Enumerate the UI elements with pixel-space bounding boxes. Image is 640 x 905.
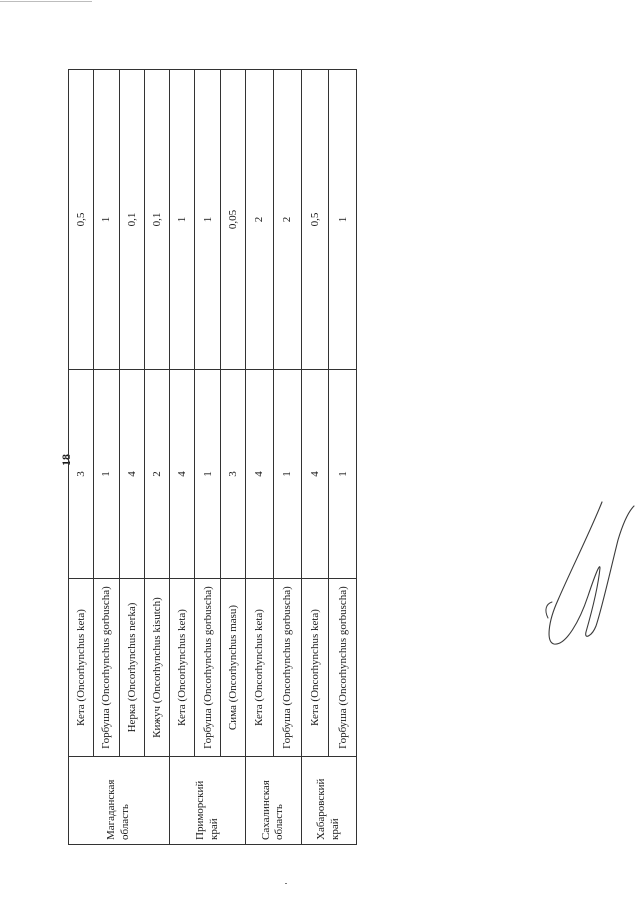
- scan-edge-line: [0, 1, 92, 2]
- rotated-table-container: [68, 70, 357, 845]
- table-row: [170, 70, 195, 845]
- value-b-cell: 1: [94, 70, 119, 370]
- table-row: [273, 70, 301, 845]
- species-cell: Нерка (Oncorhynchus nerka): [119, 579, 144, 757]
- species-cell: Кижуч (Oncorhynchus kisutch): [144, 579, 169, 757]
- value-b-cell: 0,1: [119, 70, 144, 370]
- value-a-cell: 4: [246, 370, 274, 579]
- value-b-cell: 0,5: [69, 70, 94, 370]
- table-row: [301, 70, 329, 845]
- table-row: [329, 70, 357, 845]
- table-row: [220, 70, 245, 845]
- value-a-cell: 4: [301, 370, 329, 579]
- species-cell: Горбуша (Oncorhynchus gorbuscha): [195, 579, 220, 757]
- value-a-cell: 4: [170, 370, 195, 579]
- value-b-cell: 1: [195, 70, 220, 370]
- value-a-cell: 1: [273, 370, 301, 579]
- region-cell: Приморский край: [170, 757, 246, 845]
- page-number: 18: [59, 454, 73, 466]
- value-a-cell: 1: [329, 370, 357, 579]
- handwritten-signature: [540, 492, 640, 657]
- value-b-cell: 0,1: [144, 70, 169, 370]
- table-row: [195, 70, 220, 845]
- species-cell: Горбуша (Oncorhynchus gorbuscha): [273, 579, 301, 757]
- species-cell: Горбуша (Oncorhynchus gorbuscha): [94, 579, 119, 757]
- table-row: [94, 70, 119, 845]
- table-row: [69, 70, 94, 845]
- scan-speck: [285, 883, 287, 884]
- value-a-cell: 2: [144, 370, 169, 579]
- value-b-cell: 1: [170, 70, 195, 370]
- species-cell: Кета (Oncorhynchus keta): [246, 579, 274, 757]
- value-b-cell: 1: [329, 70, 357, 370]
- value-b-cell: 0,5: [301, 70, 329, 370]
- species-cell: Кета (Oncorhynchus keta): [69, 579, 94, 757]
- value-b-cell: 2: [273, 70, 301, 370]
- table-row: [144, 70, 169, 845]
- value-a-cell: 4: [119, 370, 144, 579]
- species-cell: Сима (Oncorhynchus masu): [220, 579, 245, 757]
- species-cell: Кета (Oncorhynchus keta): [170, 579, 195, 757]
- fish-quota-table: [68, 69, 357, 845]
- species-cell: Горбуша (Oncorhynchus gorbuscha): [329, 579, 357, 757]
- value-a-cell: 3: [69, 370, 94, 579]
- region-cell: Сахалинская область: [246, 757, 301, 845]
- value-b-cell: 2: [246, 70, 274, 370]
- species-cell: Кета (Oncorhynchus keta): [301, 579, 329, 757]
- region-cell: Хабаровский край: [301, 757, 356, 845]
- table-body: [69, 70, 357, 845]
- region-cell: Магаданская область: [69, 757, 170, 845]
- table-row: [246, 70, 274, 845]
- value-a-cell: 3: [220, 370, 245, 579]
- table-row: [119, 70, 144, 845]
- value-a-cell: 1: [94, 370, 119, 579]
- value-b-cell: 0,05: [220, 70, 245, 370]
- value-a-cell: 1: [195, 370, 220, 579]
